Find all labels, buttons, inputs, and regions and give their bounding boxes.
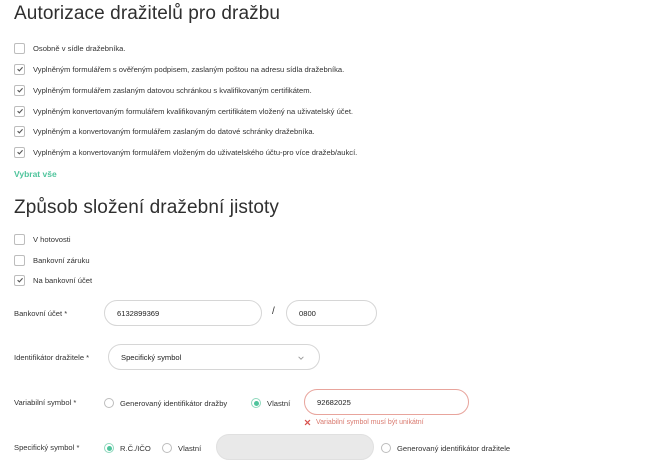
chevron-down-icon	[297, 354, 305, 362]
check-icon	[16, 86, 24, 94]
radio-label: R.Č./IČO	[120, 443, 151, 453]
bank-account-label: Bankovní účet *	[14, 309, 68, 318]
section-title-authorization: Autorizace dražitelů pro dražbu	[14, 3, 281, 24]
checkbox-label: Vyplněným formulářem s ověřeným podpisem, zaslaným poštou na adresu sídla dražebníka.	[33, 64, 345, 74]
variable-symbol-error	[304, 419, 424, 426]
radio-label: Generovaný identifikátor dražitele	[397, 443, 511, 453]
error-x-icon	[304, 419, 311, 426]
checkbox[interactable]	[14, 43, 25, 54]
auth-option-1[interactable]	[14, 41, 125, 55]
specific-symbol-label: Specifický symbol *	[14, 443, 80, 452]
bank-code-separator: /	[272, 306, 275, 317]
bank-account-input[interactable]: 6132899369	[104, 300, 262, 326]
identifier-select[interactable]	[108, 344, 320, 370]
auth-option-2[interactable]	[14, 62, 344, 76]
checkbox-label: Na bankovní účet	[33, 275, 93, 285]
checkbox[interactable]	[14, 255, 25, 266]
section-title-deposit: Způsob složení dražební jistoty	[14, 197, 280, 218]
checkbox-label: Vyplněným formulářem zaslaným datovou schránkou s kvalifikovaným certifikátem.	[33, 85, 312, 95]
checkbox-label: V hotovosti	[33, 234, 71, 244]
checkbox-label: Osobně v sídle dražebníka.	[33, 43, 126, 53]
variable-symbol-input[interactable]: 92682025	[304, 389, 469, 415]
variable-radio-custom[interactable]	[251, 397, 290, 409]
checkbox[interactable]	[14, 234, 25, 245]
error-text: Variabilní symbol musí být unikátní	[316, 419, 424, 426]
check-icon	[16, 276, 24, 284]
deposit-option-cash[interactable]	[14, 232, 71, 246]
radio-button-selected[interactable]	[251, 398, 261, 408]
auth-option-6[interactable]	[14, 145, 357, 159]
radio-button-selected[interactable]	[104, 443, 114, 453]
identifier-selected-value: Specifický symbol	[121, 352, 182, 362]
bank-code-input[interactable]: 0800	[286, 300, 377, 326]
checkbox-checked[interactable]	[14, 275, 25, 286]
check-icon	[16, 65, 24, 73]
radio-button[interactable]	[162, 443, 172, 453]
radio-label: Generovaný identifikátor dražby	[120, 398, 228, 408]
deposit-option-guarantee[interactable]	[14, 253, 90, 267]
checkbox-label: Vyplněným a konvertovaným formulářem vloženým do uživatelského účtu-pro více dražeb/aukcí.	[33, 147, 358, 157]
checkbox-label: Bankovní záruku	[33, 255, 90, 265]
radio-button[interactable]	[381, 443, 391, 453]
deposit-option-bank[interactable]	[14, 273, 92, 287]
radio-button[interactable]	[104, 398, 114, 408]
auth-option-4[interactable]	[14, 104, 353, 118]
radio-label: Vlastní	[267, 398, 291, 408]
specific-radio-generated[interactable]	[381, 442, 510, 454]
checkbox-label: Vyplněným konvertovaným formulářem kvalifikovaným certifikátem vložený na uživatelský účet.	[33, 106, 354, 116]
identifier-label: Identifikátor dražitele *	[14, 353, 90, 362]
checkbox-checked[interactable]	[14, 85, 25, 96]
checkbox-label: Vyplněným a konvertovaným formulářem zaslaným do datové schránky dražebníka.	[33, 126, 315, 136]
auth-option-5[interactable]	[14, 124, 315, 138]
check-icon	[16, 148, 24, 156]
checkbox-checked[interactable]	[14, 64, 25, 75]
auth-option-3[interactable]	[14, 83, 312, 97]
variable-radio-generated[interactable]	[104, 397, 227, 409]
variable-symbol-label: Variabilní symbol *	[14, 398, 77, 407]
specific-symbol-input[interactable]	[216, 434, 374, 460]
check-icon	[16, 107, 24, 115]
checkbox-checked[interactable]	[14, 147, 25, 158]
checkbox-checked[interactable]	[14, 126, 25, 137]
specific-radio-custom[interactable]	[162, 442, 201, 454]
check-icon	[16, 127, 24, 135]
select-all-link[interactable]: Vybrat vše	[14, 169, 57, 179]
specific-radio-rc-ico[interactable]	[104, 442, 151, 454]
radio-label: Vlastní	[178, 443, 202, 453]
checkbox-checked[interactable]	[14, 106, 25, 117]
